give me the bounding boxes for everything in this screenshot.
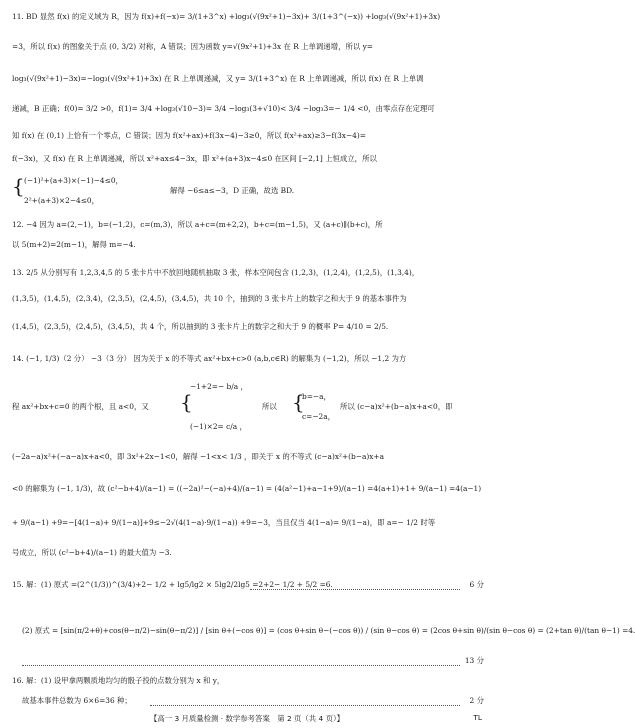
q16-score: 2 分 — [469, 696, 484, 705]
q11-line-2: =3，所以 f(x) 的图象关于点 (0, 3/2) 对称，A 错误；因为函数 y=√(9x²+1)+3x 在 R 上单调递增，所以 y= — [12, 42, 373, 51]
q14-system-a-eq2: (−1)×2= c/a ， — [190, 422, 247, 431]
q11-line-4: 递减，B 正确；f(0)= 3/2 >0，f(1)= 3/4 +log₃(√10−3)= 3/4 −log₃(3+√10)< 3/4 −log₃3=− 1/4 <0，由零点存在定理可 — [12, 104, 435, 113]
q16-line-2: 故基本事件总数为 6×6=36 种； — [22, 696, 132, 705]
q15-part2: (2) 原式 = [sin(π/2+θ)+cos(θ−π/2)−sin(θ−π/2)] / [sin θ+(−cos θ)] = (cos θ+sin θ−(−cos θ)) / (sin θ−cos θ) = (2cos θ+sin θ)/(sin θ−cos θ) = (2+tan θ)/(tan θ−1) =4. — [22, 626, 635, 635]
page-footer: 【高一 3 月质量检测 · 数学参考答案 第 2 页（共 4 页）】 — [149, 714, 345, 723]
q14-system-b-eq1: b=−a， — [302, 392, 331, 401]
q11-conclusion: 解得 −6≤a≤−3，D 正确，故选 BD. — [170, 186, 295, 195]
q11-line-1: 11. BD 显然 f(x) 的定义域为 R，因为 f(x)+f(−x)= 3/(1+3^x) +log₃(√(9x²+1)−3x)+ 3/(1+3^(−x)) +log₃(√(9x²+1)+3x) — [12, 12, 441, 21]
q14-line-2: 程 ax²+bx+c=0 的两个根，且 a<0，又 — [12, 402, 149, 411]
q15-part1-leader — [250, 589, 460, 590]
q12-line-2: 以 5(m+2)=2(m−1)，解得 m=−4. — [12, 240, 136, 249]
q13-line-2: (1,3,5)，(1,4,5)，(2,3,4)，(2,3,5)，(2,4,5)，(3,4,5)，共 10 个，抽到的 3 张卡片上的数字之和大于 9 的基本事件为 — [12, 294, 407, 303]
q11-system-eq2: 2²+(a+3)×2−4≤0， — [24, 196, 99, 205]
q14-line-5: + 9/(a−1) +9=−[4(1−a)+ 9/(1−a)]+9≤−2√(4(1−a)·9/(1−a)) +9=−3，当且仅当 4(1−a)= 9/(1−a)，即 a=− 1/2 时等 — [12, 518, 436, 527]
q14-system-b-brace: { — [292, 390, 305, 414]
q15-part2-score: 13 分 — [464, 656, 484, 665]
q11-system-eq1: (−1)²+(a+3)×(−1)−4≤0， — [24, 176, 123, 185]
q13-line-1: 13. 2/5 从分别写有 1,2,3,4,5 的 5 张卡片中不放回地随机抽取 3 张，样本空间包含 (1,2,3)，(1,2,4)，(1,2,5)，(1,3,4)， — [12, 268, 420, 277]
q14-line-1: 14. (−1, 1/3)（2 分） −3（3 分） 因为关于 x 的不等式 ax²+bx+c>0 (a,b,c∈R) 的解集为 (−1,2)，所以 −1,2 为方 — [12, 354, 407, 363]
q11-line-3: log₃(√(9x²+1)−3x)=−log₃(√(9x²+1)+3x) 在 R 上单调递减，又 y= 3/(1+3^x) 在 R 上单调递减，所以 f(x) 在 R 上单调 — [12, 74, 424, 83]
q13-line-3: (1,4,5)，(2,3,5)，(2,4,5)，(3,4,5)，共 4 个，所以抽到的 3 张卡片上的数字之和大于 9 的概率 P= 4/10 = 2/5. — [12, 322, 389, 331]
q14-line-4: <0 的解集为 (−1, 1/3)，故 (c²−b+4)/(a−1) = ((−2a)²−(−a)+4)/(a−1) = (4(a²−1)+a−1+9)/(a−1) =4(a+1)+1+ 9/(a−1) =4(a−1) — [12, 484, 482, 493]
q12-line-1: 12. −4 因为 a=(2,−1)，b=(−1,2)，c=(m,3)，所以 a+c=(m+2,2)，b+c=(m−1,5)，又 (a+c)∥(b+c)，所 — [12, 220, 383, 229]
q14-line-2b: 所以 (c−a)x²+(b−a)x+a<0，即 — [340, 402, 453, 411]
q14-system-a-eq1: −1+2=− b/a ， — [190, 382, 248, 391]
footer-code: TL — [473, 713, 482, 722]
q15-part2-leader — [22, 665, 460, 666]
q15-part1: 15. 解：(1) 原式 =(2^(1/3))^(3/4)+2− 1/2 + lg5/lg2 × 5lg2/2lg5 =2+2− 1/2 + 5/2 =6. — [12, 580, 333, 589]
q16-line-1: 16. 解：(1) 设甲拿两颗质地均匀的骰子投的点数分别为 x 和 y， — [12, 676, 225, 685]
q11-line-5: 知 f(x) 在 (0,1) 上恰有一个零点，C 错误；因为 f(x²+ax)+f(3x−4)−3≥0，所以 f(x²+ax)≥3−f(3x−4)= — [12, 131, 366, 140]
q11-system-brace: { — [12, 174, 25, 198]
q11-line-6: f(−3x)，又 f(x) 在 R 上单调递减，所以 x²+ax≤4−3x，即 x²+(a+3)x−4≤0 在区间 [−2,1] 上恒成立，所以 — [12, 154, 377, 163]
q14-line-3: (−2a−a)x²+(−a−a)x+a<0，即 3x²+2x−1<0，解得 −1<x< 1/3 ，即关于 x 的不等式 (c−a)x²+(b−a)x+a — [12, 452, 385, 461]
q14-system-b-eq2: c=−2a， — [302, 412, 336, 421]
q14-line-6: 号成立，所以 (c²−b+4)/(a−1) 的最大值为 −3. — [12, 548, 172, 557]
q15-part1-score: 6 分 — [469, 580, 484, 589]
q16-leader — [150, 705, 460, 706]
q14-so-label: 所以 — [262, 402, 277, 411]
q14-system-a-brace: { — [180, 390, 193, 414]
